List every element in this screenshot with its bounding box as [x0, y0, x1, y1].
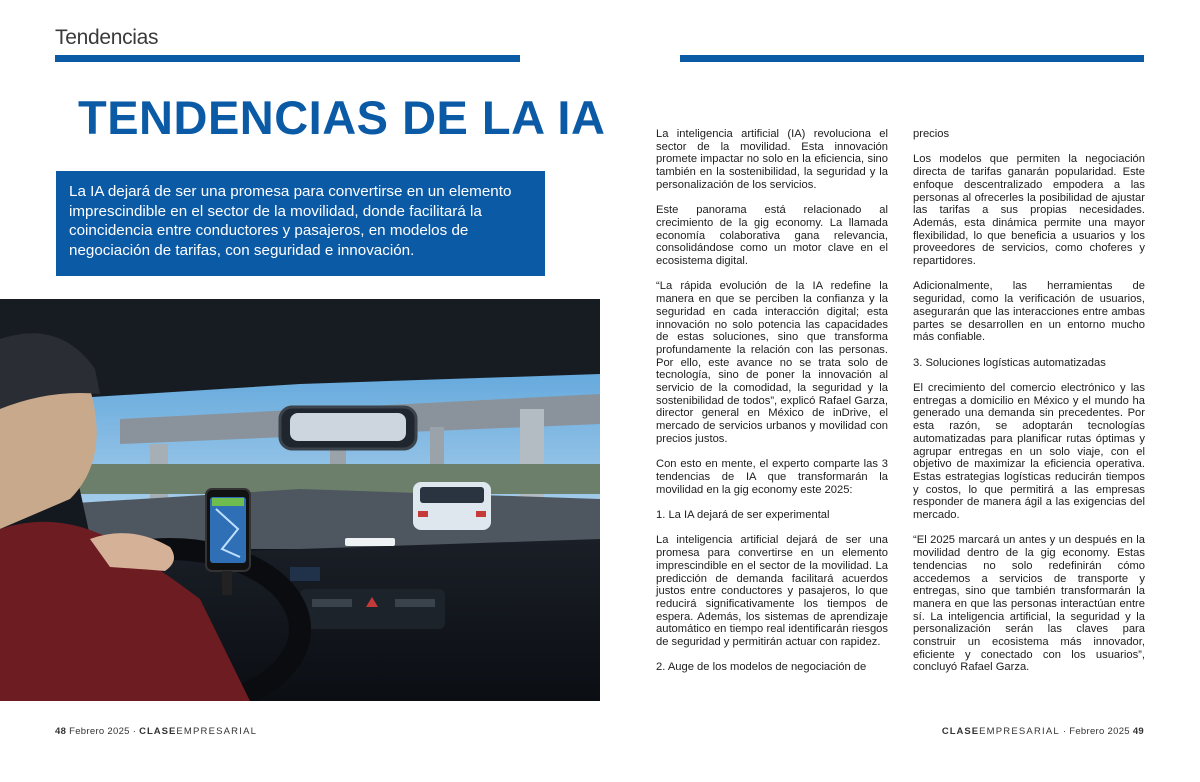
subheading-3: 3. Soluciones logísticas automatizadas: [913, 356, 1106, 369]
paragraph: Con esto en mente, el experto comparte las 3 tendencias de IA que transformarán la movilidad en la gig economy este 2025:: [656, 458, 888, 496]
brand-name-part2: EMPRESARIAL: [979, 726, 1060, 737]
lead-text: La IA dejará de ser una promesa para convertirse en un elemento imprescindible en el sector de la movilidad, donde facilitará la coincidencia entre conductores y pasajeros, en modelos de negociación de tarifas, con seguridad e innovación.: [69, 183, 512, 259]
paragraph: Los modelos que permiten la negociación directa de tarifas ganarán popularidad. Este enfoque descentralizado empodera a las personas al ofrecerles la posibilidad de ajustar las tarifas a sus propias necesidades. Además, esta dinámica permite una mayor flexibilidad, lo que beneficia a usuarios y los proveedores de servicios, como choferes y repartidores.: [913, 153, 1145, 268]
driver-with-phone-photo-icon: [0, 299, 600, 701]
paragraph: Adicionalmente, las herramientas de seguridad, como la verificación de usuarios, asegurarán que las interacciones entre ambas partes se desarrollen en un entorno mucho más confiable.: [913, 280, 1145, 344]
footer-right: [942, 726, 1144, 737]
paragraph: Este panorama está relacionado al crecimiento de la gig economy. La llamada economía colaborativa gana relevancia, consolidándose como un motor clave en el ecosistema digital.: [656, 204, 888, 268]
brand-name-part2: EMPRESARIAL: [176, 726, 258, 737]
page-number: 48: [55, 726, 67, 737]
top-rule-left: [55, 55, 520, 62]
issue-date: · Febrero 2025: [1062, 726, 1130, 737]
closing-quote-paragraph: “El 2025 marcará un antes y un después en la movilidad dentro de la gig economy. Estas tendencias no solo redefinirán cómo accedemos a servicios de transporte y entregas, sino que también transformarán la manera en que las personas interactúan entre sí. La inteligencia artificial, la seguridad y la personalización serán las claves para construir un ecosistema más innovador, eficiente y conectado con los usuarios”, concluyó Rafael Garza.: [913, 534, 1145, 674]
subheading-1: 1. La IA dejará de ser experimental: [656, 509, 830, 522]
article-photo: [0, 299, 600, 701]
quote-paragraph: “La rápida evolución de la IA redefine la manera en que se perciben la confianza y la seguridad en cada interacción digital; esta innovación no solo potencia las capacidades de estas soluciones, sino que transforma profundamente la relación con las personas. Por ello, este avance no se trata solo de tecnología, sino de poner la innovación al servicio de la comodidad, la seguridad y la sostenibilidad de todos”, explicó Rafael Garza, director general en México de inDrive, el mercado de servicios urbanos y movilidad con precios justos.: [656, 280, 888, 445]
subheading-2-continued: precios: [913, 128, 950, 140]
lead-box: [56, 171, 545, 276]
brand-name-part1: CLASE: [139, 726, 177, 737]
article-column-2: [913, 128, 1145, 687]
subheading-2: 2. Auge de los modelos de negociación de: [656, 661, 867, 674]
paragraph: El crecimiento del comercio electrónico y las entregas a domicilio en México y el mundo ha generado una demanda sin precedentes. Por esta razón, se adoptarán tecnologías automatizadas para planificar rutas óptimas y agrupar entregas en un solo viaje, con el objetivo de maximizar la eficiencia operativa. Estas estrategias logísticas reducirán tiempos y costos, lo que permitirá a las empresas responder de manera ágil a las exigencias del mercado.: [913, 382, 1145, 522]
article-column-1: [656, 128, 888, 687]
issue-date: Febrero 2025 ·: [69, 726, 137, 737]
footer-left: [55, 726, 257, 737]
section-label: Tendencias: [55, 26, 159, 49]
paragraph: La inteligencia artificial dejará de ser una promesa para convertirse en un elemento imprescindible en el sector de la movilidad. La predicción de demanda facilitará acuerdos justos entre conductores y pasajeros, lo que reducirá significativamente los tiempos de espera. Además, los sistemas de aprendizaje automático en tiempo real identificarán riesgos de seguridad y permitirán actuar con rapidez.: [656, 534, 888, 649]
top-rule-right: [680, 55, 1144, 62]
paragraph: La inteligencia artificial (IA) revoluciona el sector de la movilidad. Esta innovación promete impactar no solo en la eficiencia, sino también en la sostenibilidad, la seguridad y la personalización de los servicios.: [656, 128, 888, 191]
page-number: 49: [1132, 726, 1144, 737]
brand-name-part1: CLASE: [941, 726, 980, 737]
article-headline: TENDENCIAS DE LA IA: [78, 91, 606, 144]
